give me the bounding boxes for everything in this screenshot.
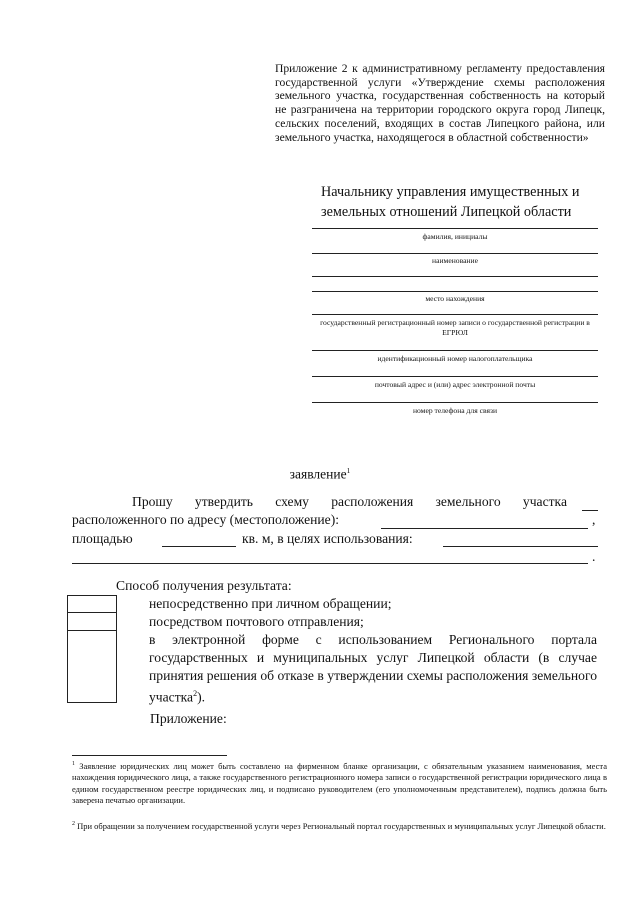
field-caption-location: место нахождения — [425, 294, 485, 303]
field-caption-inn: идентификационный номер налогоплательщика — [377, 354, 533, 363]
footnote-2 — [72, 819, 607, 832]
footnote-separator — [72, 755, 227, 756]
statement-line-4-period: . — [592, 549, 596, 564]
checkbox-post[interactable] — [67, 613, 117, 631]
footnote-ref-1: 1 — [346, 466, 351, 475]
option-in-person: непосредственно при личном обращении; — [149, 596, 392, 611]
addressee: Начальнику управления имущественных и земельных отношений Липецкой области — [321, 184, 580, 220]
field-caption-name: фамилия, инициалы — [422, 232, 488, 241]
field-line-location[interactable] — [312, 291, 598, 292]
statement-title — [270, 466, 370, 483]
result-method-label: Способ получения результата: — [116, 578, 292, 593]
footnote-ref-2: 2 — [193, 689, 198, 698]
footnote-1-number: 1 — [72, 761, 75, 767]
field-line-ogrn[interactable] — [312, 314, 598, 315]
purpose-input-line-2[interactable] — [72, 563, 588, 564]
field-caption-ogrn: государственный регистрационный номер записи о государственной регистрации в ЕГРЮЛ — [320, 318, 590, 337]
area-label: площадью — [72, 531, 133, 546]
field-caption-address: почтовый адрес и (или) адрес электронной почты — [374, 380, 536, 389]
field-line-phone[interactable] — [312, 402, 598, 403]
footnote-1 — [72, 759, 607, 807]
field-line-name[interactable] — [312, 228, 598, 229]
checkbox-in-person[interactable] — [67, 595, 117, 613]
checkbox-electronic[interactable] — [67, 631, 117, 703]
statement-line-1-blank[interactable] — [582, 510, 598, 511]
field-line-inn[interactable] — [312, 350, 598, 351]
purpose-label: кв. м, в целях использования: — [242, 531, 413, 546]
footnote-1-text: Заявление юридических лиц может быть составлено на фирменном бланке организации, с обязательным указанием наименования, места нахождения юридического лица, а также государственного регистрационного номера записи о государственной регистрации юридического лица в едином государственном реестре юридических лиц, и подписано руководителем (его уполномоченным представителем), подпись должна быть заверена печатью организации. — [72, 760, 608, 806]
location-input-line[interactable] — [381, 528, 588, 529]
field-line-org-name-2[interactable] — [312, 276, 598, 277]
footnote-2-text: При обращении за получением государственной услуги через Региональный портал государственных и муниципальных услуг Липецкой области. — [77, 820, 606, 831]
field-caption-phone: номер телефона для связи — [412, 406, 498, 415]
statement-line-2-comma: , — [592, 512, 596, 527]
purpose-input-line[interactable] — [443, 546, 598, 547]
footnote-2-number: 2 — [72, 821, 75, 827]
statement-line-1: Прошу утвердить схему расположения земельного участка — [132, 494, 567, 509]
area-input-line[interactable] — [162, 546, 236, 547]
option-electronic — [149, 631, 597, 707]
statement-line-2: расположенного по адресу (местоположение): — [72, 512, 340, 527]
attachments-label: Приложение: — [150, 711, 227, 726]
option-electronic-tail: ). — [197, 689, 206, 705]
option-post: посредством почтового отправления; — [149, 614, 364, 629]
checkbox-table — [67, 595, 117, 703]
field-caption-org-name: наименование — [432, 256, 478, 265]
statement-title-text: заявление — [289, 466, 347, 482]
field-line-org-name[interactable] — [312, 253, 598, 254]
field-line-address[interactable] — [312, 376, 598, 377]
appendix-header: Приложение 2 к административному регламенту предоставления государственной услуги «Утверждение схемы расположения земельного участка, государственная собственность на который не разграничена на территории городского округа город Липецк, сельских поселений, входящих в состав Липецкого района, или земельного участка, находящегося в областной собственности» — [275, 62, 605, 144]
option-electronic-text: в электронной форме с использованием Регионального портала государственных и муниципальных услуг Липецкой области (в случае принятия решения об отказе в утверждении схемы расположения земельного участка — [149, 632, 597, 705]
